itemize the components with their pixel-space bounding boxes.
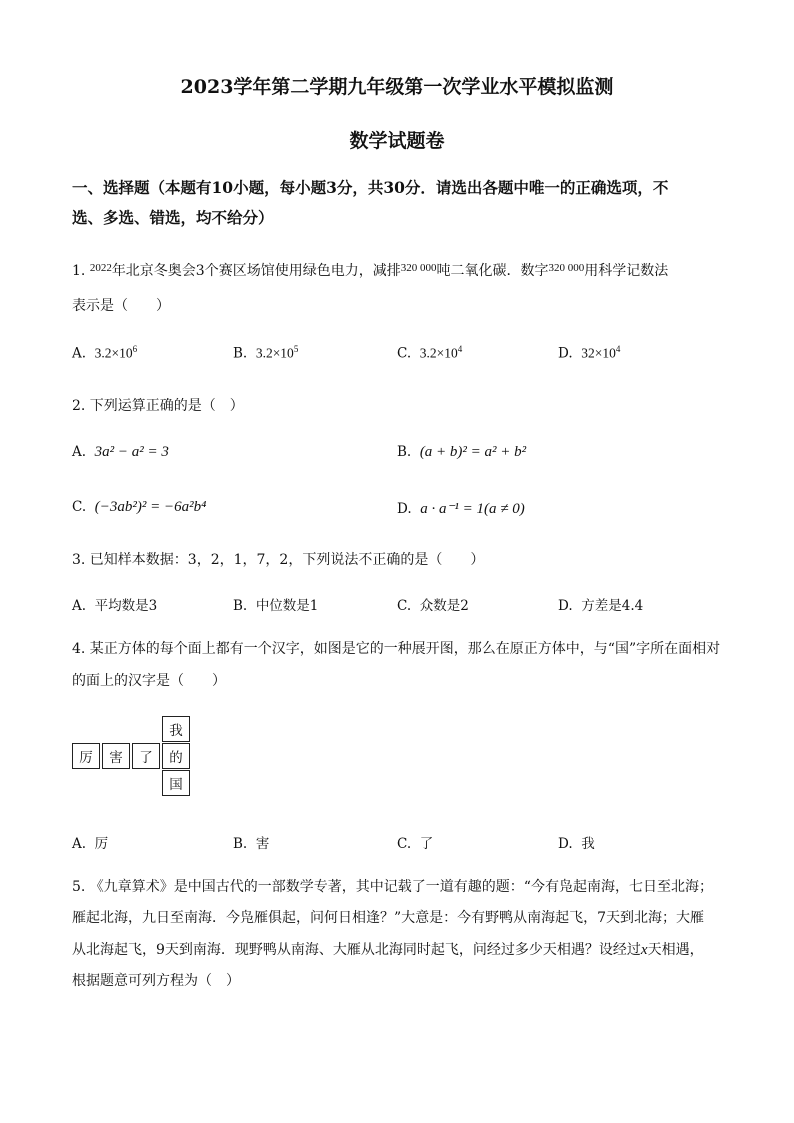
net-cell: 厉 <box>72 743 100 769</box>
page-subtitle: 数学试题卷 <box>349 130 445 152</box>
q5-stem-line1: 5. 《九章算术》是中国古代的一部数学专著，其中记载了一道有趣的题：“今有凫起南海，七日至北海； <box>72 879 713 895</box>
net-cell: 的 <box>162 743 190 769</box>
q1-option-d[interactable]: D. $32\times 10^4$ <box>558 344 621 362</box>
q2-option-c[interactable]: C. (−3ab²)² = −6a²b⁴ <box>72 499 207 515</box>
q3-option-a[interactable]: A. 平均数是3 <box>72 598 158 614</box>
q2-stem: 2. 下列运算正确的是（ ） <box>72 398 244 414</box>
q1-option-a[interactable]: A. $3.2\times 10^6$ <box>72 344 138 362</box>
q1-text-c: 用科学记数法 <box>584 263 669 279</box>
q4-stem-line2: 的面上的汉字是（ ） <box>72 673 226 689</box>
q2-option-b[interactable]: B. (a + b)² = a² + b² <box>397 444 527 460</box>
q1-value2: 320 000 <box>548 262 585 274</box>
q3-option-c[interactable]: C. 众数是2 <box>397 598 469 614</box>
q5-stem-line2: 雁起北海，九日至南海．今凫雁俱起，问何日相逢？”大意是：今有野鸭从南海起飞，7天到北海；大雁 <box>72 910 705 926</box>
page-title: 2023学年第二学期九年级第一次学业水平模拟监测 <box>180 76 614 98</box>
q1-option-c[interactable]: C. $3.2\times 10^4$ <box>397 344 463 362</box>
q3-option-d[interactable]: D. 方差是4.4 <box>558 598 644 614</box>
q5-stem-line3: 从北海起飞，9天到南海．现野鸭从南海、大雁从北海同时起飞，问经过多少天相遇？设经过x天相遇， <box>72 942 704 958</box>
net-cell: 了 <box>132 743 160 769</box>
q4-option-a[interactable]: A. 厉 <box>72 836 109 852</box>
q3-option-b[interactable]: B. 中位数是1 <box>233 598 319 614</box>
q1-stem-line2: 表示是（ ） <box>72 298 170 314</box>
net-cell: 国 <box>162 770 190 796</box>
q5-stem-line4: 根据题意可列方程为（ ） <box>72 973 240 989</box>
section-heading-line2: 选、多选、错选，均不给分） <box>72 208 274 227</box>
q4-option-c[interactable]: C. 了 <box>397 836 434 852</box>
q1-option-b[interactable]: B. $3.2\times 10^5$ <box>233 344 299 362</box>
cube-net-figure <box>72 716 192 800</box>
net-cell: 我 <box>162 716 190 742</box>
q1-year: 2022 <box>89 262 112 274</box>
q1-stem-line1 <box>72 260 668 280</box>
q1-number: 1. <box>72 263 86 279</box>
q2-option-d[interactable]: D. a · a⁻¹ = 1(a ≠ 0) <box>397 501 525 517</box>
q3-stem: 3. 已知样本数据：3，2，1，7，2，下列说法不正确的是（ ） <box>72 552 485 568</box>
q4-option-d[interactable]: D. 我 <box>558 836 595 852</box>
q4-stem-line1: 4. 某正方体的每个面上都有一个汉字，如图是它的一种展开图，那么在原正方体中，与“国”字所在面相对 <box>72 641 721 657</box>
q4-option-b[interactable]: B. 害 <box>233 836 270 852</box>
section-heading-line1: 一、选择题（本题有10小题，每小题3分，共30分．请选出各题中唯一的正确选项，不 <box>72 178 669 197</box>
q1-text-b: 吨二氧化碳．数字 <box>436 263 549 279</box>
q2-option-a[interactable]: A. 3a² − a² = 3 <box>72 444 169 460</box>
q1-value1: 320 000 <box>400 262 437 274</box>
q5-variable: x <box>640 942 648 958</box>
q1-text-a: 年北京冬奥会3个赛区场馆使用绿色电力，减排 <box>111 263 401 279</box>
net-cell: 害 <box>102 743 130 769</box>
